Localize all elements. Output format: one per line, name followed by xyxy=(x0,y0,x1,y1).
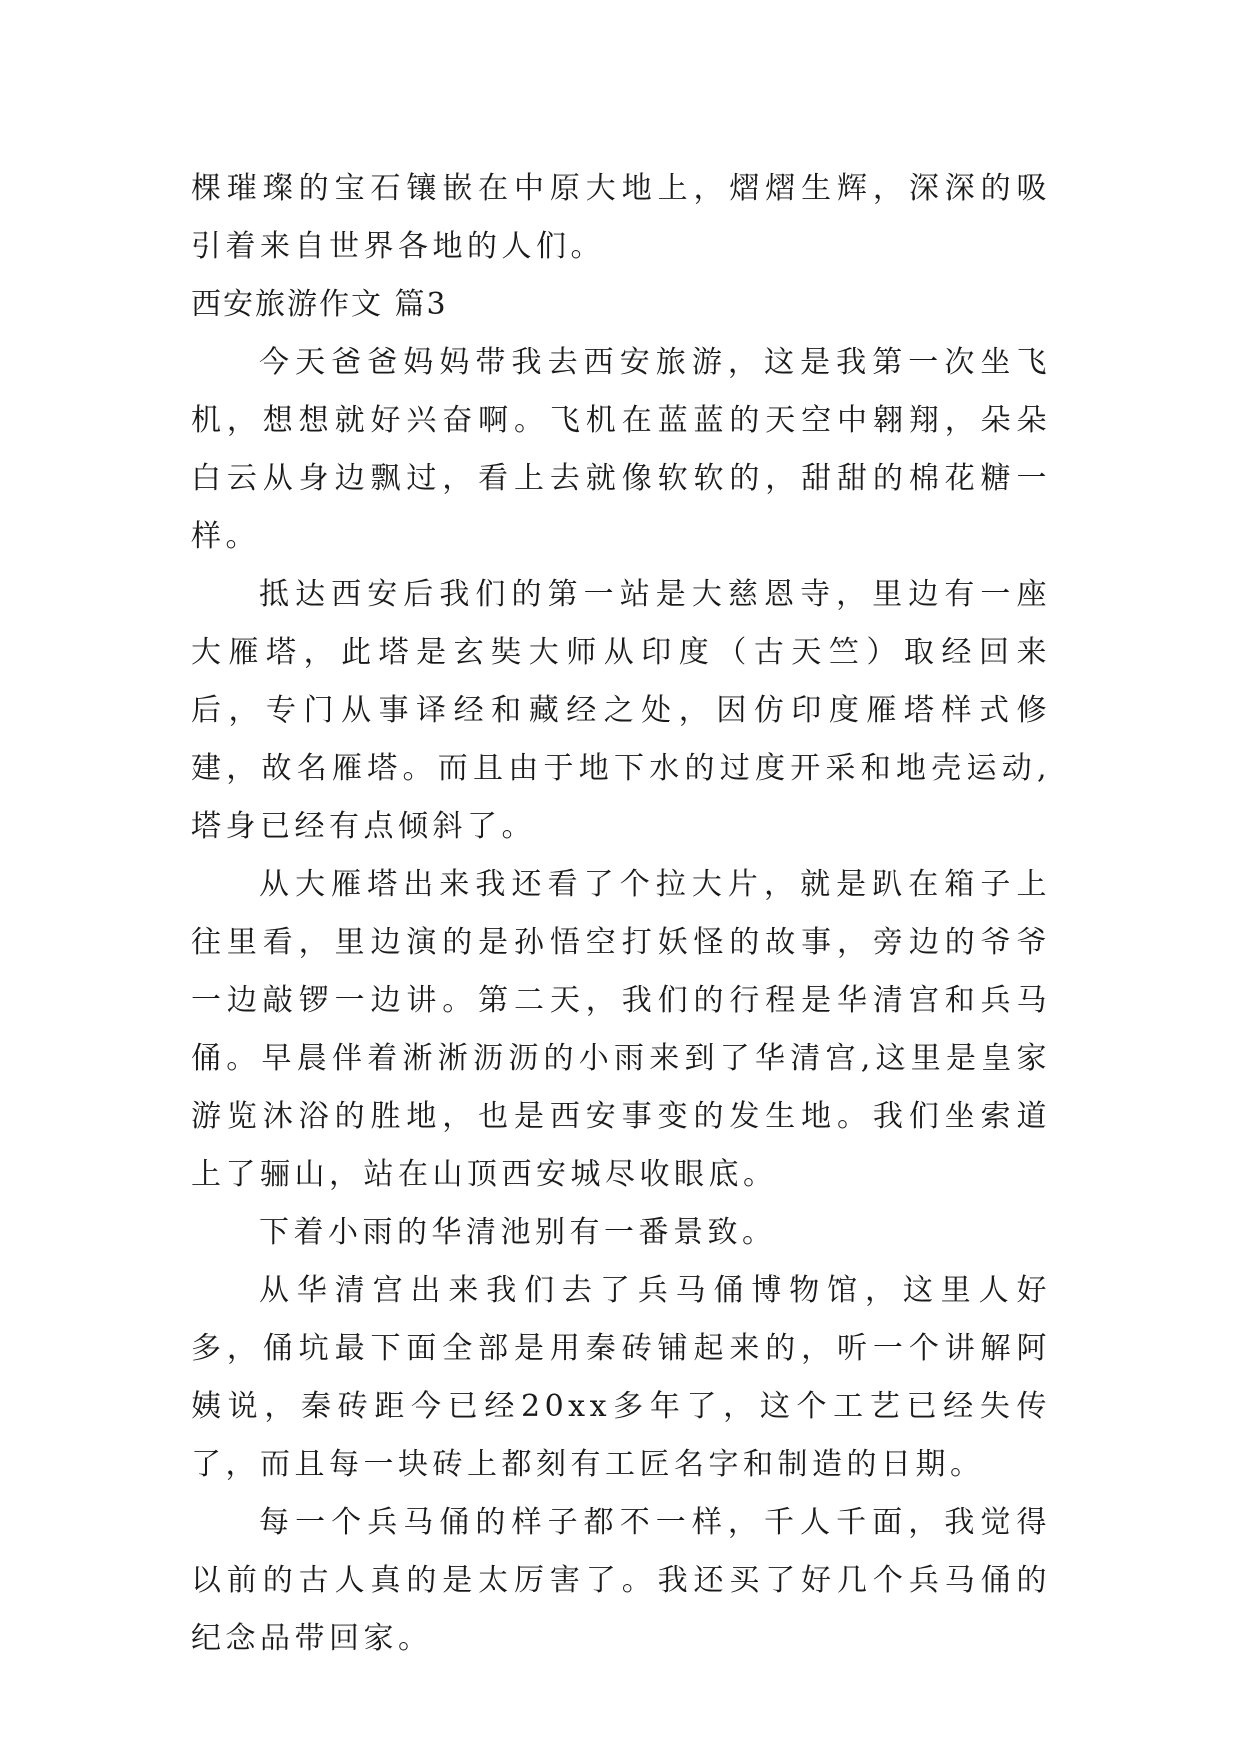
paragraph-huaqing-palace: 从大雁塔出来我还看了个拉大片，就是趴在箱子上往里看，里边演的是孙悟空打妖怪的故事，旁边的爷爷一边敲锣一边讲。第二天，我们的行程是华清宫和兵马俑。早晨伴着淅淅沥沥的小雨来到了华清宫,这里是皇家游览沐浴的胜地，也是西安事变的发生地。我们坐索道上了骊山，站在山顶西安城尽收眼底。 xyxy=(191,867,1051,1192)
paragraph-first-flight: 今天爸爸妈妈带我去西安旅游，这是我第一次坐飞机，想想就好兴奋啊。飞机在蓝蓝的天空中翱翔，朵朵白云从身边飘过，看上去就像软软的，甜甜的棉花糖一样。 xyxy=(191,345,1051,554)
paragraph-terracotta-museum: 从华清宫出来我们去了兵马俑博物馆，这里人好多，俑坑最下面全部是用秦砖铺起来的，听一个讲解阿姨说，秦砖距今已经20xx多年了，这个工艺已经失传了，而且每一块砖上都刻有工匠名字和制造的日期。 xyxy=(191,1273,1051,1482)
paragraph-huaqing-pool: 下着小雨的华清池别有一番景致。 xyxy=(259,1215,777,1250)
document-body xyxy=(191,160,1051,1668)
section-heading: 西安旅游作文 篇3 xyxy=(191,287,448,322)
paragraph-continued: 棵璀璨的宝石镶嵌在中原大地上，熠熠生辉，深深的吸引着来自世界各地的人们。 xyxy=(191,171,1051,264)
paragraph-big-wild-goose-pagoda: 抵达西安后我们的第一站是大慈恩寺，里边有一座大雁塔，此塔是玄奘大师从印度（古天竺）取经回来后，专门从事译经和藏经之处，因仿印度雁塔样式修建，故名雁塔。而且由于地下水的过度开采和地壳运动,塔身已经有点倾斜了。 xyxy=(191,577,1051,844)
paragraph-souvenirs: 每一个兵马俑的样子都不一样，千人千面，我觉得以前的古人真的是太厉害了。我还买了好几个兵马俑的纪念品带回家。 xyxy=(191,1505,1051,1656)
